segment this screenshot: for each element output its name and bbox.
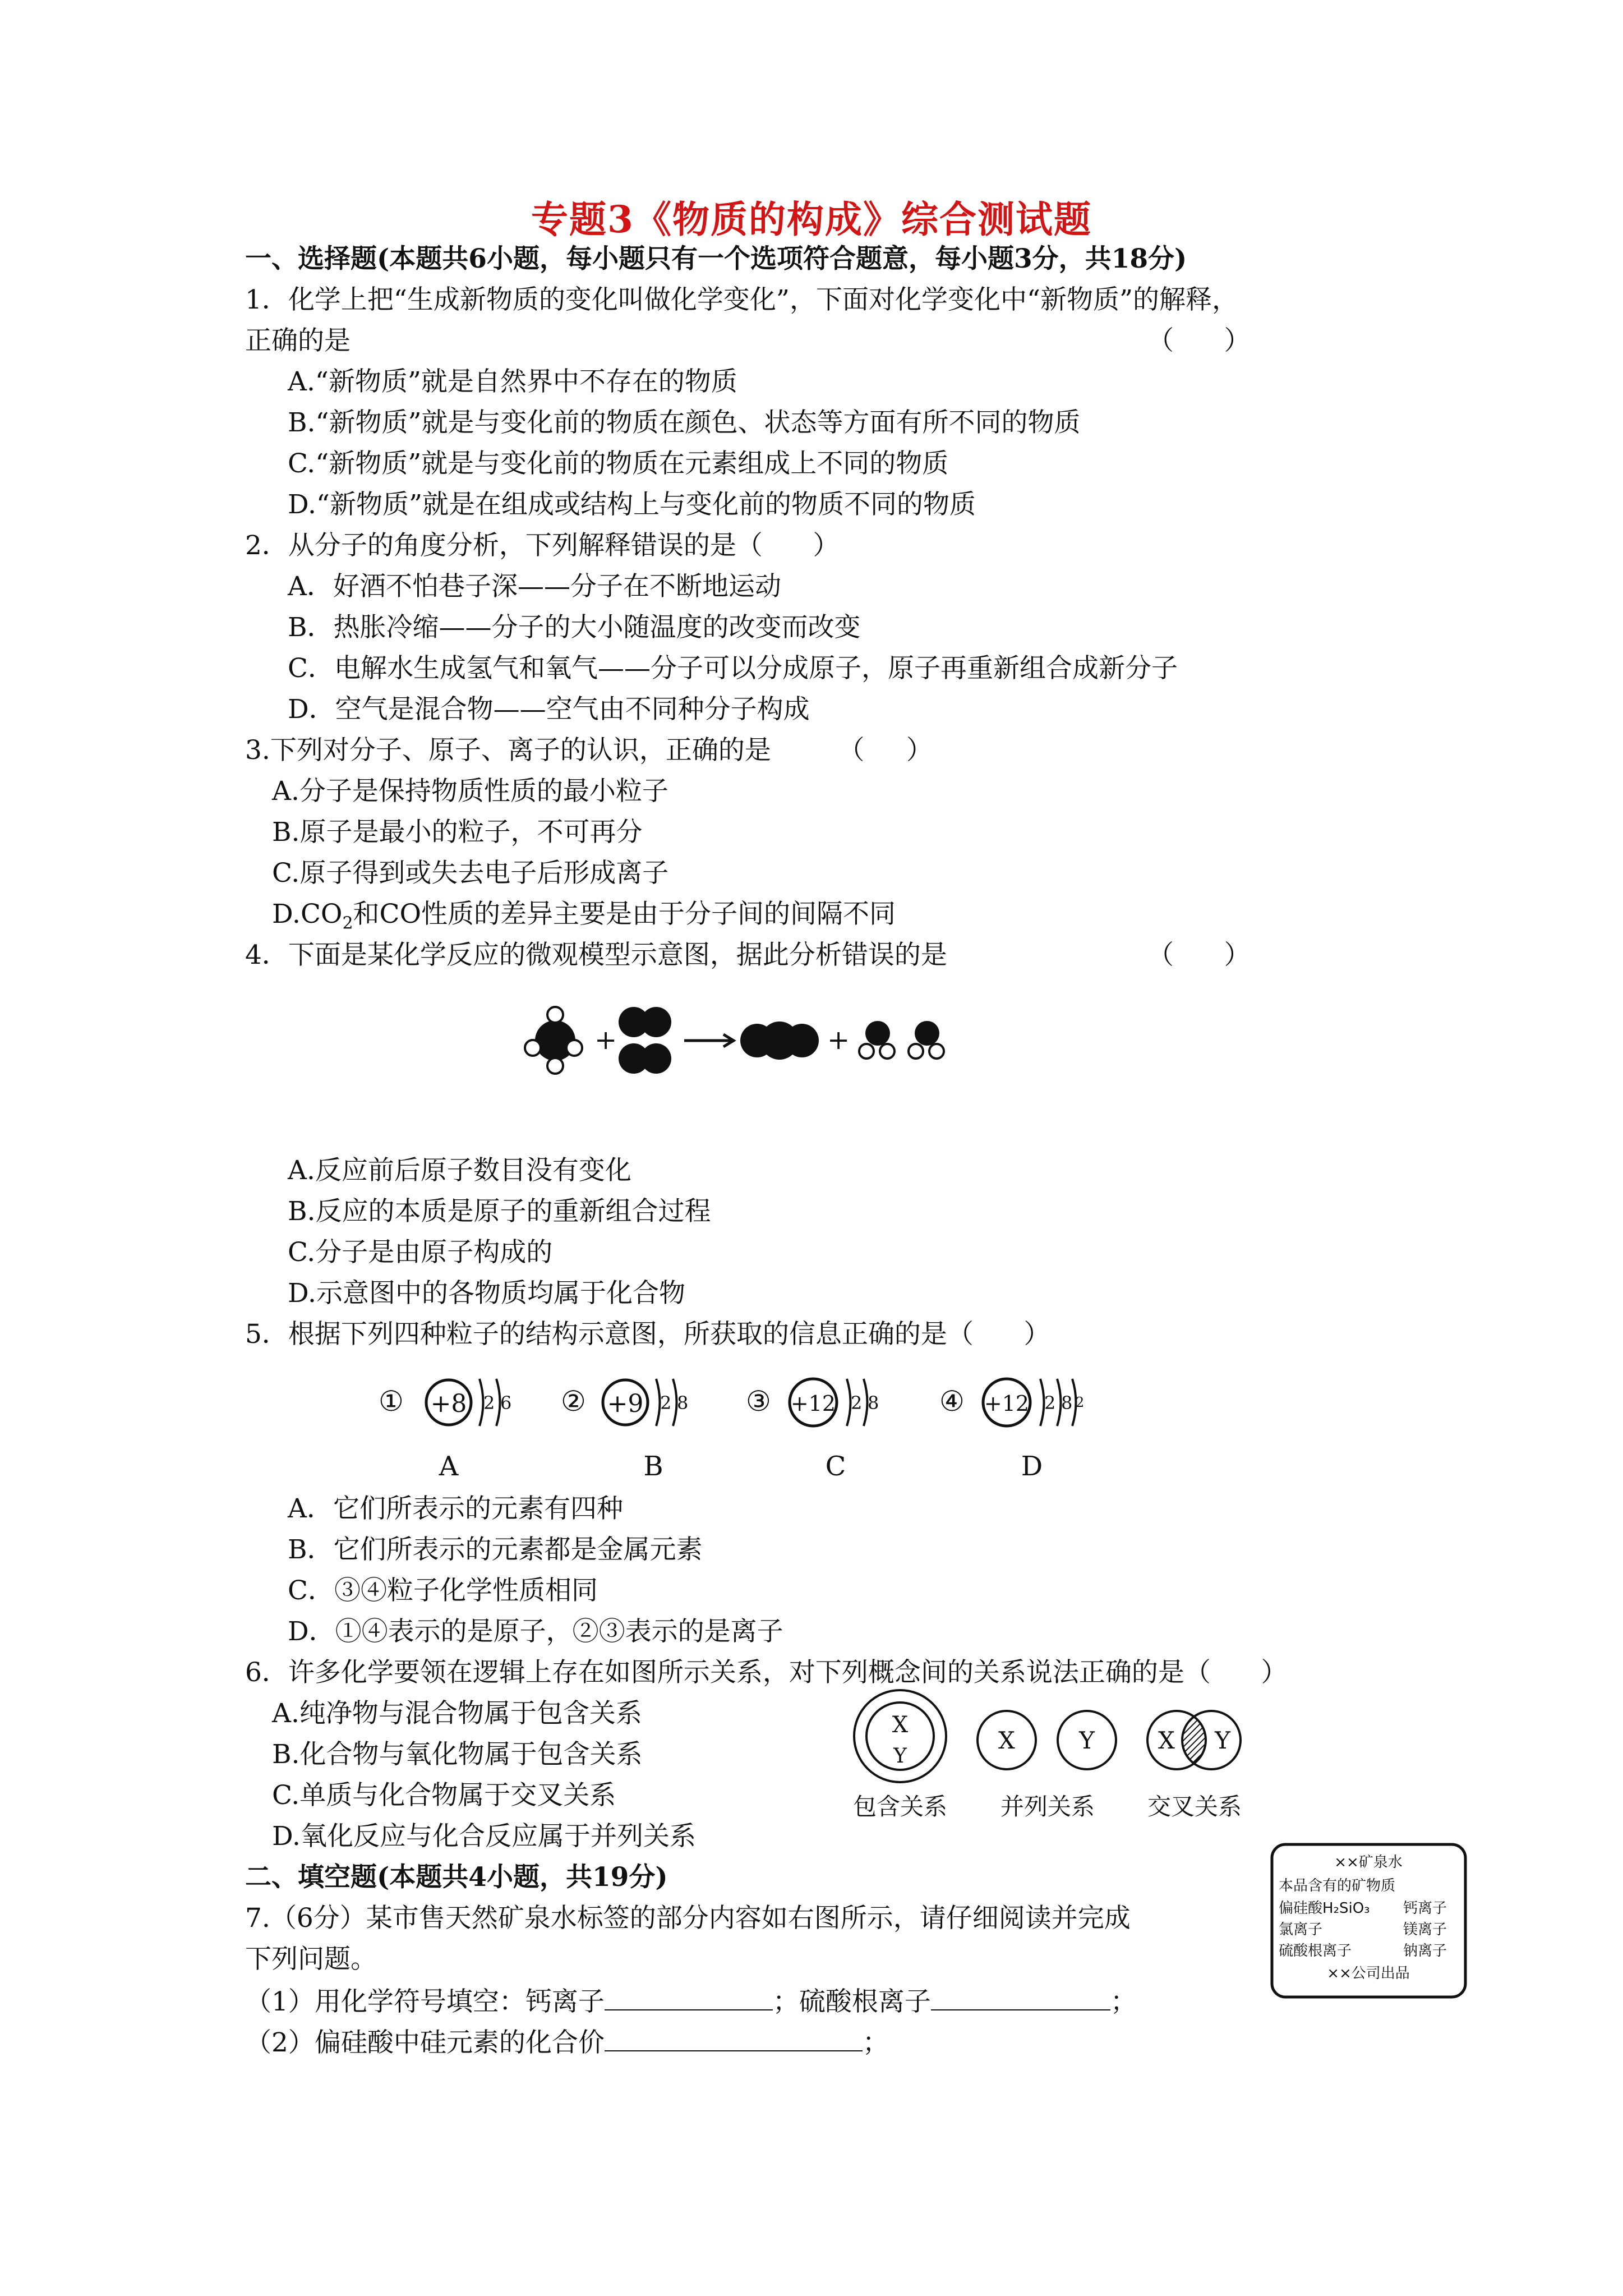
include-relation-label: 包含关系 bbox=[852, 1793, 948, 1820]
q2-option-d: D．空气是混合物——空气由不同种分子构成 bbox=[288, 694, 810, 725]
label-line-4b: 钠离子 bbox=[1403, 1943, 1447, 1959]
q1-option-b: B.“新物质”就是与变化前的物质在颜色、状态等方面有所不同的物质 bbox=[288, 407, 1081, 438]
q3-option-d-post: 和CO性质的差异主要是由于分子间的间隔不同 bbox=[353, 899, 896, 930]
particle-2 bbox=[561, 1379, 688, 1482]
particle-4 bbox=[939, 1379, 1084, 1482]
particle-4-shell-2: 8 bbox=[1061, 1392, 1073, 1414]
q6-option-a: A.纯净物与混合物属于包含关系 bbox=[272, 1698, 642, 1729]
q3-option-c: C.原子得到或失去电子后形成离子 bbox=[272, 858, 669, 889]
q5-stem: 5．根据下列四种粒子的结构示意图，所获取的信息正确的是（ ） bbox=[245, 1319, 1050, 1350]
particle-2-nucleus: +9 bbox=[607, 1389, 644, 1418]
particle-3-shell-1: 2 bbox=[851, 1392, 863, 1414]
q2-option-b: B．热胀冷缩——分子的大小随温度的改变而改变 bbox=[288, 612, 861, 643]
q4-answer-paren: （ ） bbox=[1147, 940, 1251, 970]
particle-1-nucleus: +8 bbox=[430, 1389, 467, 1418]
q7-sub1 bbox=[245, 1984, 1137, 2019]
parallel-x: X bbox=[998, 1727, 1015, 1754]
calcium-ion-blank[interactable] bbox=[605, 1984, 773, 2010]
q1-option-c: C.“新物质”就是与变化前的物质在元素组成上不同的物质 bbox=[288, 448, 949, 479]
cross-y: Y bbox=[1215, 1727, 1230, 1754]
particle-2-shell-2: 8 bbox=[677, 1392, 689, 1414]
q2-option-a: A．好酒不怕巷子深——分子在不断地运动 bbox=[288, 571, 781, 602]
plus-sign-2: + bbox=[827, 1024, 850, 1056]
cross-relation bbox=[1147, 1711, 1242, 1820]
q2-option-c: C．电解水生成氢气和氧气——分子可以分成原子，原子再重新组合成新分子 bbox=[288, 653, 1178, 684]
reaction-diagram bbox=[516, 982, 976, 1088]
q7-sub1-text-c: ； bbox=[1110, 1986, 1137, 2017]
particle-3-letter: C bbox=[825, 1451, 846, 1482]
q6-option-b: B.化合物与氧化物属于包含关系 bbox=[272, 1739, 643, 1770]
cross-x: X bbox=[1158, 1727, 1175, 1754]
q4-option-c: C.分子是由原子构成的 bbox=[288, 1237, 553, 1268]
section1-header: 一、选择题(本题共6小题，每小题只有一个选项符合题意，每小题3分，共18分) bbox=[245, 243, 1187, 274]
label-line-3b: 镁离子 bbox=[1403, 1921, 1447, 1938]
q5-option-b: B．它们所表示的元素都是金属元素 bbox=[288, 1534, 703, 1565]
particle-4-letter: D bbox=[1021, 1451, 1043, 1482]
mineral-water-label bbox=[1269, 1841, 1469, 2000]
reactant-molecule-1 bbox=[525, 1007, 582, 1074]
q1-answer-paren: （ ） bbox=[1147, 325, 1251, 356]
include-y: Y bbox=[893, 1745, 907, 1768]
particle-2-number: ② bbox=[561, 1385, 586, 1418]
q7-sub2-text-a: （2）偏硅酸中硅元素的化合价 bbox=[245, 2027, 605, 2058]
q5-option-c: C．③④粒子化学性质相同 bbox=[288, 1575, 598, 1606]
q6-stem: 6．许多化学要领在逻辑上存在如图所示关系，对下列概念间的关系说法正确的是（ ） bbox=[245, 1657, 1288, 1688]
q7-sub1-text-a: （1）用化学符号填空：钙离子 bbox=[245, 1986, 605, 2017]
q4-option-a: A.反应前后原子数目没有变化 bbox=[288, 1155, 631, 1186]
q4-option-d: D.示意图中的各物质均属于化合物 bbox=[288, 1278, 685, 1309]
q6-option-d: D.氧化反应与化合反应属于并列关系 bbox=[272, 1821, 696, 1852]
arrow-icon bbox=[684, 1034, 734, 1047]
q3-option-d-pre: D.CO bbox=[272, 899, 343, 930]
q1-option-d: D.“新物质”就是在组成或结构上与变化前的物质不同的物质 bbox=[288, 489, 976, 520]
particle-1-number: ① bbox=[379, 1385, 404, 1418]
q7-sub1-text-b: ；硫酸根离子 bbox=[772, 1986, 931, 2017]
q7-stem-line2: 下列问题。 bbox=[245, 1944, 377, 1975]
particle-1-letter: A bbox=[439, 1451, 459, 1482]
parallel-relation bbox=[978, 1711, 1116, 1820]
particle-1-shell-1: 2 bbox=[483, 1392, 495, 1414]
label-line-1: 本品含有的矿物质 bbox=[1279, 1878, 1396, 1894]
q2-stem: 2．从分子的角度分析，下列解释错误的是（ ） bbox=[245, 530, 840, 561]
particle-4-shell-1: 2 bbox=[1044, 1392, 1056, 1414]
particle-2-shell-1: 2 bbox=[660, 1392, 672, 1414]
include-relation bbox=[853, 1690, 947, 1820]
q4-option-b: B.反应的本质是原子的重新组合过程 bbox=[288, 1196, 711, 1227]
q3-stem: 3.下列对分子、原子、离子的认识，正确的是 （ ） bbox=[245, 735, 933, 766]
q3-option-b: B.原子是最小的粒子，不可再分 bbox=[272, 817, 643, 848]
label-line-4a: 硫酸根离子 bbox=[1279, 1943, 1352, 1959]
q5-option-a: A．它们所表示的元素有四种 bbox=[288, 1493, 623, 1524]
particle-2-letter: B bbox=[643, 1451, 663, 1482]
q6-option-c: C.单质与化合物属于交叉关系 bbox=[272, 1780, 616, 1811]
q7-stem-line1: 7.（6分）某市售天然矿泉水标签的部分内容如右图所示，请仔细阅读并完成 bbox=[245, 1903, 1131, 1934]
reactant-molecules-2 bbox=[619, 1007, 671, 1074]
label-line-2a: 偏硅酸H₂SiO₃ bbox=[1279, 1900, 1370, 1917]
particle-3-nucleus: +12 bbox=[790, 1391, 836, 1416]
particle-1-shell-2: 6 bbox=[500, 1392, 512, 1414]
label-line-5: ××公司出品 bbox=[1327, 1965, 1410, 1982]
particle-4-nucleus: +12 bbox=[984, 1391, 1030, 1416]
particle-3 bbox=[746, 1379, 879, 1482]
parallel-relation-label: 并列关系 bbox=[1000, 1793, 1095, 1820]
product-molecules-2 bbox=[859, 1021, 944, 1059]
particle-1 bbox=[379, 1379, 511, 1482]
particle-structure-diagrams bbox=[370, 1363, 1144, 1492]
q3-option-a: A.分子是保持物质性质的最小粒子 bbox=[272, 776, 668, 807]
page-title: 专题3《物质的构成》综合测试题 bbox=[531, 197, 1092, 241]
q3-option-d-subscript: 2 bbox=[342, 913, 353, 933]
q7-sub2 bbox=[245, 2024, 889, 2060]
sulfate-ion-blank[interactable] bbox=[931, 1984, 1110, 2010]
q1-stem-line1: 1．化学上把“生成新物质的变化叫做化学变化”，下面对化学变化中“新物质”的解释， bbox=[245, 284, 1239, 315]
q1-stem-line2: 正确的是 bbox=[245, 325, 351, 356]
include-x: X bbox=[892, 1712, 909, 1738]
particle-4-shell-3: 2 bbox=[1076, 1395, 1085, 1410]
section2-header: 二、填空题(本题共4小题，共19分) bbox=[245, 1862, 668, 1893]
q4-stem: 4．下面是某化学反应的微观模型示意图，据此分析错误的是 bbox=[245, 940, 947, 970]
parallel-y: Y bbox=[1079, 1727, 1095, 1754]
q5-option-d: D．①④表示的是原子，②③表示的是离子 bbox=[288, 1616, 783, 1647]
particle-3-number: ③ bbox=[746, 1385, 771, 1418]
q3-option-d bbox=[272, 898, 896, 940]
particle-3-shell-2: 8 bbox=[868, 1392, 879, 1414]
silicon-valence-blank[interactable] bbox=[605, 2024, 863, 2051]
q7-sub2-text-b: ； bbox=[862, 2027, 889, 2058]
cross-relation-label: 交叉关系 bbox=[1147, 1793, 1242, 1820]
label-title: ××矿泉水 bbox=[1334, 1854, 1403, 1871]
label-line-2b: 钙离子 bbox=[1403, 1900, 1447, 1917]
q1-option-a: A.“新物质”就是自然界中不存在的物质 bbox=[288, 366, 737, 397]
product-molecule-1 bbox=[740, 1022, 819, 1060]
particle-4-number: ④ bbox=[939, 1385, 965, 1418]
label-line-3a: 氯离子 bbox=[1279, 1921, 1323, 1938]
set-relation-diagram bbox=[841, 1688, 1279, 1829]
plus-sign-1: + bbox=[594, 1024, 617, 1056]
